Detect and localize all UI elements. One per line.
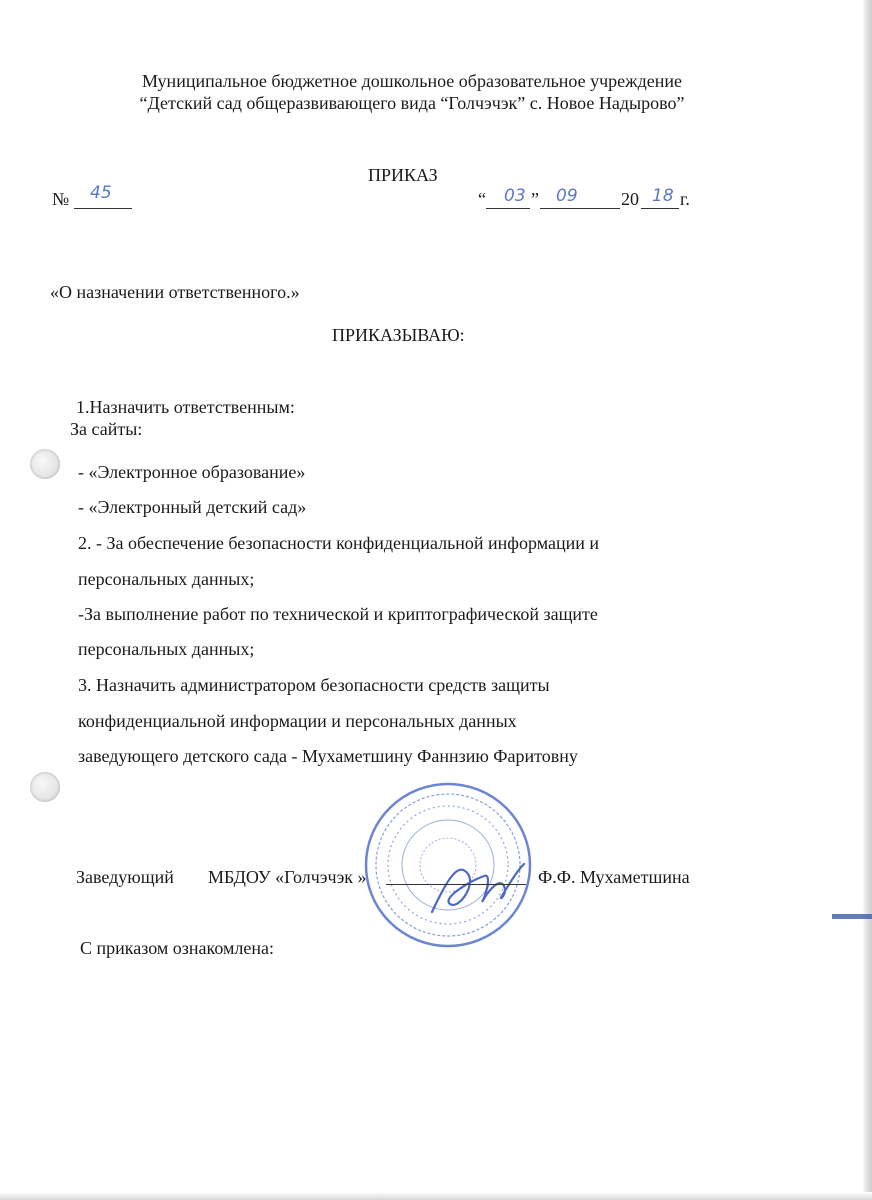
header-line-1: Муниципальное бюджетное дошкольное образовательное учреждение [142,71,682,91]
body-line-8: персональных данных; [78,639,255,659]
order-title: ПРИКАЗ [368,165,438,185]
date-day: 03 [504,186,526,206]
scan-edge-stripe [832,914,872,919]
date-month-line [540,208,620,209]
body-line-3: - «Электронное образование» [78,462,306,482]
date-month: 09 [556,186,578,206]
date-day-line [486,208,530,209]
date-open-quote: “ [478,189,486,209]
body-line-11: заведующего детского сада - Мухаметшину Фаннзию Фаритовну [78,746,578,766]
order-number-line [74,208,132,209]
punch-hole-bottom [30,772,60,802]
signature-organization: МБДОУ «Голчэчэк » [208,867,367,887]
header-line-2: “Детский сад общеразвивающего вида “Голчэчэк” с. Новое Надырово” [139,93,685,113]
order-subject: «О назначении ответственного.» [50,282,300,302]
body-line-4: - «Электронный детский сад» [78,497,307,517]
date-close-quote: ” [531,189,539,209]
body-line-9: 3. Назначить администратором безопасности средств защиты [78,675,550,695]
scan-edge-right [862,0,872,1200]
body-line-10: конфиденциальной информации и персональных данных [78,711,517,731]
date-year-prefix: 20 [621,189,639,209]
signature-position: Заведующий [76,867,174,887]
date-year-unit: г. [680,189,690,209]
body-line-5: 2. - За обеспечение безопасности конфиденциальной информации и [78,533,599,553]
order-number-label: № [52,189,70,209]
body-line-1: 1.Назначить ответственным: [76,397,295,417]
body-line-2: За сайты: [70,419,143,439]
body-line-7: -За выполнение работ по технической и криптографической защите [78,604,598,624]
order-directive: ПРИКАЗЫВАЮ: [332,325,465,345]
punch-hole-top [30,449,60,479]
acknowledgement-line: С приказом ознакомлена: [80,938,274,958]
signature-name: Ф.Ф. Мухаметшина [538,867,690,887]
date-year-suffix: 18 [652,186,674,206]
signature-line [386,884,526,885]
scan-edge-bottom [0,1192,872,1200]
date-year-line [641,208,679,209]
body-line-6: персональных данных; [78,569,255,589]
handwritten-signature [428,852,528,924]
order-number-value: 45 [90,183,112,203]
